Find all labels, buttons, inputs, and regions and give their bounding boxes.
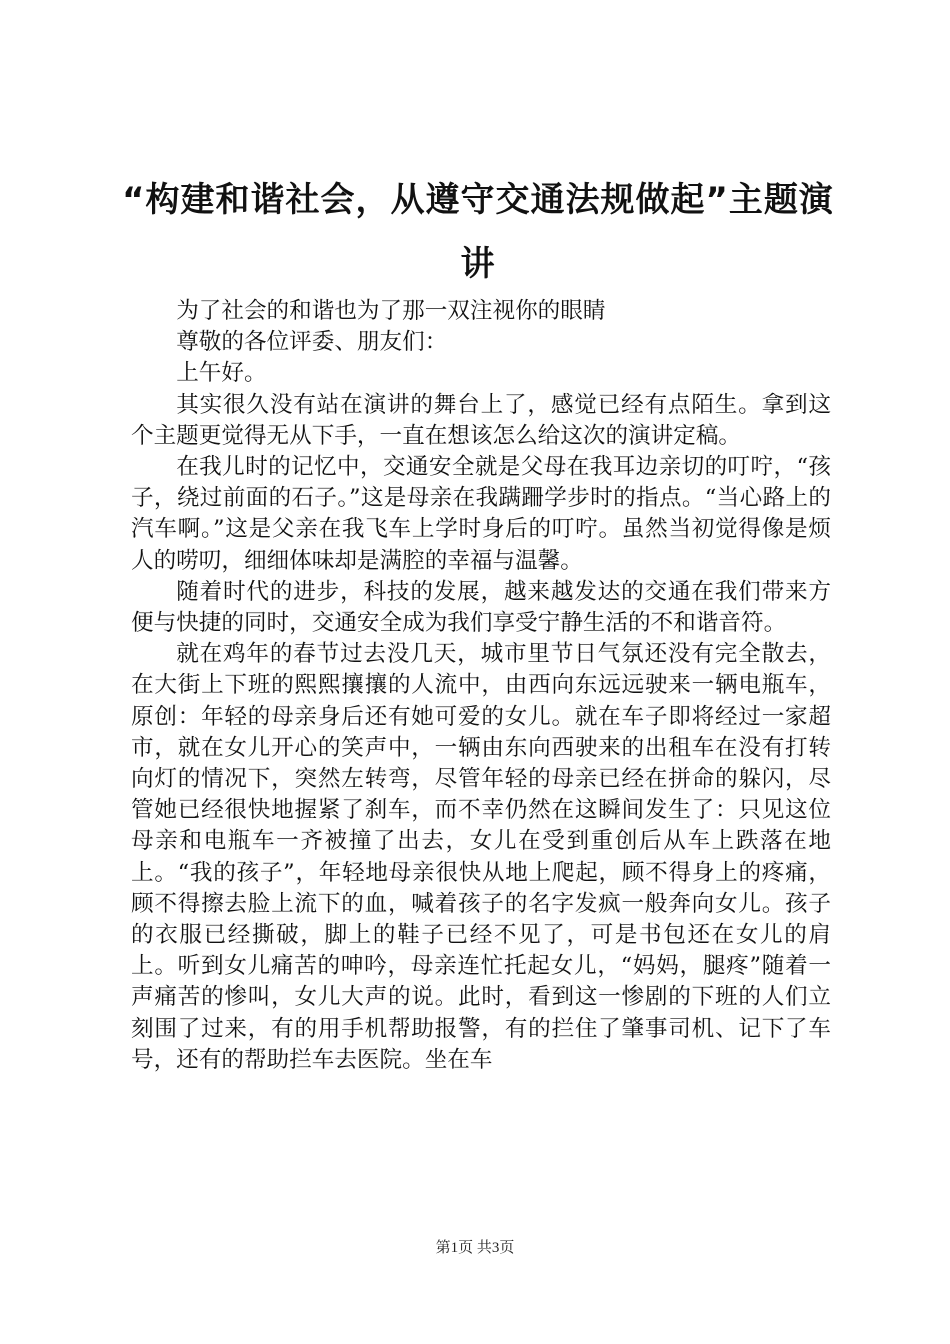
subtitle-line: 为了社会的和谐也为了那一双注视你的眼睛: [176, 298, 606, 324]
document-title: “构建和谐社会，从遵守交通法规做起”主题演讲: [122, 180, 834, 284]
page-footer: 第1页 共3页: [435, 1240, 515, 1256]
document-body: [131, 296, 831, 1076]
body-paragraph: 就在鸡年的春节过去没几天，城市里节日气氛还没有完全散去，在大街上下班的熙熙攘攘的人流中，由西向东远远驶来一辆电瓶车，原创：年轻的母亲身后还有她可爱的女儿。就在车子即将经过一家超市，就在女儿开心的笑声中，一辆由东向西驶来的出租车在没有打转向灯的情况下，突然左转弯，尽管年轻的母亲已经在拼命的躲闪，尽管她已经很快地握紧了刹车，而不幸仍然在这瞬间发生了：只见这位母亲和电瓶车一齐被撞了出去，女儿在受到重创后从车上跌落在地上。“我的孩子”，年轻地母亲很快从地上爬起，顾不得身上的疼痛，顾不得擦去脸上流下的血，喊着孩子的名字发疯一般奔向女儿。孩子的衣服已经撕破，脚上的鞋子已经不见了，可是书包还在女儿的肩上。听到女儿痛苦的呻吟，母亲连忙托起女儿，“妈妈，腿疼”随着一声痛苦的惨叫，女儿大声的说。此时，看到这一惨剧的下班的人们立刻围了过来，有的用手机帮助报警，有的拦住了肇事司机、记下了车号，还有的帮助拦车去医院。坐在车: [131, 641, 831, 1073]
salutation: 尊敬的各位评委、朋友们：: [176, 329, 448, 356]
body-paragraph: 其实很久没有站在演讲的舞台上了，感觉已经有点陌生。拿到这个主题更觉得无从下手，一直在想该怎么给这次的演讲定稿。: [131, 391, 831, 449]
body-paragraph: 随着时代的进步，科技的发展，越来越发达的交通在我们带来方便与快捷的同时，交通安全成为我们享受宁静生活的不和谐音符。: [131, 578, 831, 637]
body-paragraph: 在我儿时的记忆中，交通安全就是父母在我耳边亲切的叮咛，“孩子，绕过前面的石子。”这是母亲在我蹒跚学步时的指点。“当心路上的汽车啊。”这是父亲在我飞车上学时身后的叮咛。虽然当初觉得像是烦人的唠叨，细细体味却是满腔的幸福与温馨。: [131, 454, 831, 574]
greeting: 上午好。: [176, 360, 267, 387]
